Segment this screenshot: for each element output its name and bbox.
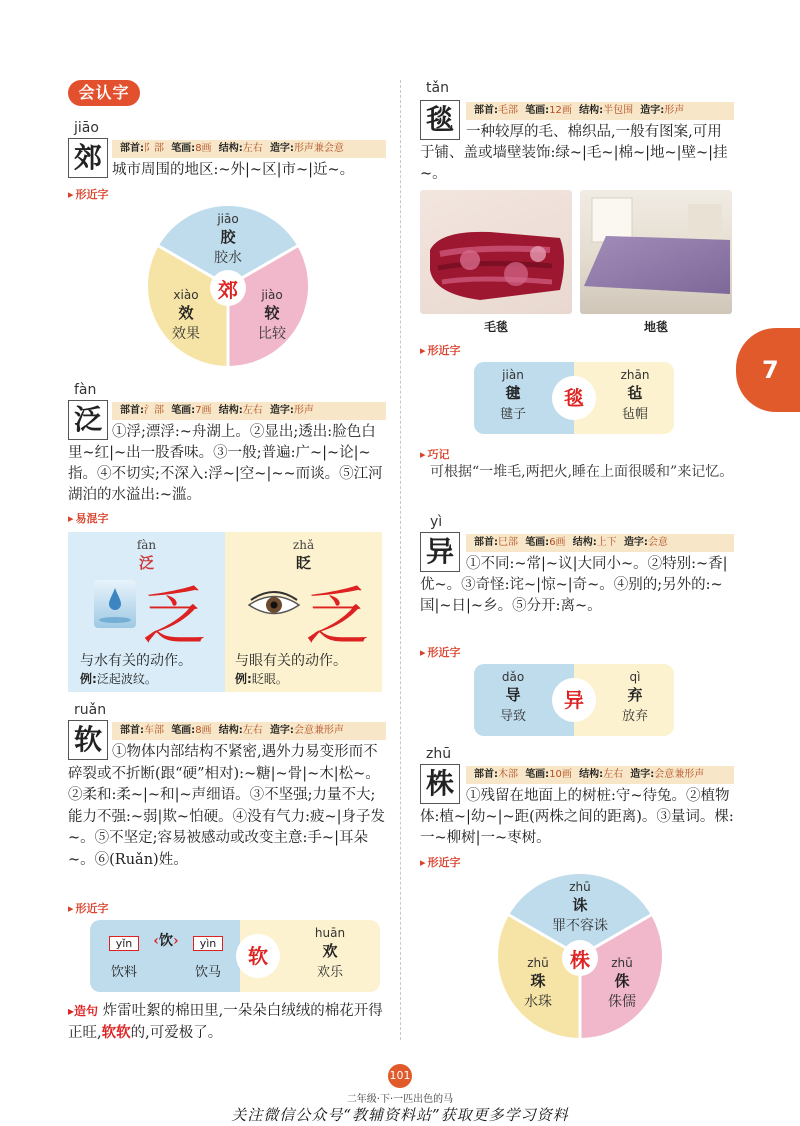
compare-left-card: fàn 泛 乏 与水有关的动作。 例:泛起波纹。	[68, 532, 225, 692]
confusable-chars-tag: ▸ 易混字	[68, 510, 109, 526]
entry-meta-bar: 部首:车部 笔画:8画 结构:左右 造字:会意兼形声	[112, 722, 386, 740]
wheel-item-right: zhū 侏 侏儒	[608, 956, 636, 1010]
entry-character: 郊	[68, 138, 108, 178]
pill-item-right: huān 欢 欢乐	[314, 926, 346, 980]
similar-chars-pill-tan	[474, 362, 674, 434]
eye-icon	[247, 590, 301, 620]
entry-fan	[68, 382, 386, 525]
water-drop-icon	[94, 580, 136, 628]
example-sentence: ▸造句 炸雷吐絮的棉田里,一朵朵白绒绒的棉花开得正旺,软软的,可爱极了。	[68, 1003, 383, 1041]
compare-right-card: zhǎ 眨 乏 与眼有关的动作。 例:眨眼。	[225, 532, 382, 692]
sentence-label: ▸造句	[68, 1004, 99, 1018]
compare-caption: 与眼有关的动作。	[235, 653, 347, 669]
pill-polyphone-b: yìn 饮马	[180, 932, 236, 980]
entry-pinyin: ruǎn	[74, 702, 107, 718]
compare-example: 例:泛起波纹。	[80, 672, 157, 686]
entry-definition: ①物体内部结构不紧密,遇外力易变形而不碎裂或不折断(跟“硬”相对):~糖|~骨|~木|松~。②柔和:柔~|~和|~声细语。③不坚强;力量不大;能力不强:~弱|欺~怕硬。④没有气力:疲~|身子发~。⑤不坚定;容易被感动或改变主意:手~|耳朵~。⑥(Ruǎn)姓。	[68, 744, 385, 868]
entry-pinyin: zhū	[426, 746, 452, 762]
wheel-center-char: 郊	[218, 278, 238, 302]
entry-pinyin: jiāo	[74, 120, 99, 136]
entry-definition: ①不同:~常|~议|大同小~。②特别:~香|优~。③奇怪:诧~|惊~|奇~。④别的;另外的:~国|~日|~乡。⑤分开:离~。	[420, 556, 728, 614]
pill-polyphone-a: yǐn 饮料	[96, 932, 152, 980]
carpet-image	[580, 190, 732, 314]
column-divider	[400, 80, 401, 1040]
footer-promo-text: 关注微信公众号“教辅资料站”获取更多学习资料	[231, 1106, 569, 1124]
similar-chars-pill-ruan	[90, 920, 380, 992]
similar-chars-wheel-jiao	[148, 206, 308, 366]
similar-chars-tag: ▸ 形近字	[420, 342, 461, 358]
pill-item-left: jiàn 毽 毽子	[499, 368, 526, 422]
similar-chars-pill-yi	[474, 664, 674, 736]
wool-blanket-image	[420, 190, 572, 314]
entry-character: 株	[420, 764, 460, 804]
similar-chars-tag: ▸ 形近字	[420, 644, 461, 660]
section-title-badge: 会认字	[68, 80, 140, 106]
pill-item-left: dǎo 导 导致	[499, 670, 526, 724]
entry-pinyin: fàn	[74, 382, 97, 398]
similar-chars-tag: ▸ 形近字	[420, 854, 461, 870]
similar-chars-tag: ▸ 形近字	[68, 186, 109, 202]
entry-zhu	[416, 746, 734, 869]
pill-center-char: 毯	[554, 378, 594, 418]
entry-yi	[416, 514, 734, 659]
pill-center-char: 异	[554, 680, 594, 720]
entry-character: 软	[68, 720, 108, 760]
entry-character: 泛	[68, 400, 108, 440]
memory-tip-text: 可根据“一堆毛,两把火,睡在上面很暖和”来记忆。	[430, 464, 734, 480]
entry-jiao	[68, 120, 386, 201]
memory-tip-tag: ▸ 巧记	[420, 446, 450, 462]
similar-chars-wheel-zhu	[498, 874, 662, 1038]
image-caption: 地毯	[643, 320, 668, 334]
entry-meta-bar: 部首:木部 笔画:10画 结构:左右 造字:会意兼形声	[466, 766, 734, 784]
entry-definition: ①浮;漂浮:~舟湖上。②显出;透出:脸色白里~红|~出一股香味。③一般;普遍:广~|~论|~指。④不切实;不深入:浮~|空~|~~而谈。⑤江河湖泊的水溢出:~滥。	[68, 424, 383, 503]
big-component-char: 乏	[142, 581, 206, 655]
entry-meta-bar: 部首:阝部 笔画:8画 结构:左右 造字:形声兼会意	[112, 140, 386, 158]
pill-polyphone-mid: ‹饮›	[153, 933, 179, 949]
pill-item-right: zhān 毡 毡帽	[620, 368, 650, 422]
entry-meta-bar: 部首:氵部 笔画:7画 结构:左右 造字:形声	[112, 402, 386, 420]
entry-pinyin: tǎn	[426, 80, 449, 96]
wheel-item-right: jiào 较 比较	[258, 288, 286, 342]
pill-item-right: qì 弃 放弃	[621, 670, 648, 724]
image-caption: 毛毯	[483, 320, 508, 334]
compare-caption: 与水有关的动作。	[80, 653, 192, 669]
wheel-item-top: zhū 诛 罪不容诛	[552, 880, 608, 934]
wheel-item-left: zhū 珠 水珠	[524, 956, 552, 1010]
entry-pinyin: yì	[430, 514, 443, 530]
wheel-center-char: 株	[570, 948, 590, 972]
entry-character: 毯	[420, 100, 460, 140]
entry-definition: ①残留在地面上的树桩:守~待兔。②植物体:植~|幼~|~距(两株之间的距离)。③量词。棵:一~柳树|一~枣树。	[420, 788, 734, 846]
entry-tan	[416, 80, 734, 182]
footer-book-info: 二年级·下·一匹出色的马	[346, 1094, 454, 1105]
entry-character: 异	[420, 532, 460, 572]
entry-definition: 一种较厚的毛、棉织品,一般有图案,可用于铺、盖或墙壁装饰:绿~|毛~|棉~|地~|壁~|挂~。	[420, 124, 728, 182]
similar-chars-tag: ▸ 形近字	[68, 900, 109, 916]
entry-ruan	[68, 702, 386, 915]
pill-center-char: 软	[238, 936, 278, 976]
big-component-char: 乏	[305, 581, 369, 655]
page-number: 101	[388, 1064, 412, 1088]
entry-meta-bar: 部首:毛部 笔画:12画 结构:半包围 造字:形声	[466, 102, 734, 120]
wheel-item-top: jiāo 胶 胶水	[214, 212, 242, 266]
wheel-item-left: xiào 效 效果	[172, 288, 200, 342]
compare-example: 例:眨眼。	[235, 672, 288, 686]
entry-meta-bar: 部首:巳部 笔画:6画 结构:上下 造字:会意	[466, 534, 734, 552]
confusable-compare-panel	[68, 532, 382, 692]
entry-definition: 城市周围的地区:~外|~区|市~|近~。	[112, 162, 355, 178]
chapter-tab[interactable]: 7	[736, 328, 800, 412]
